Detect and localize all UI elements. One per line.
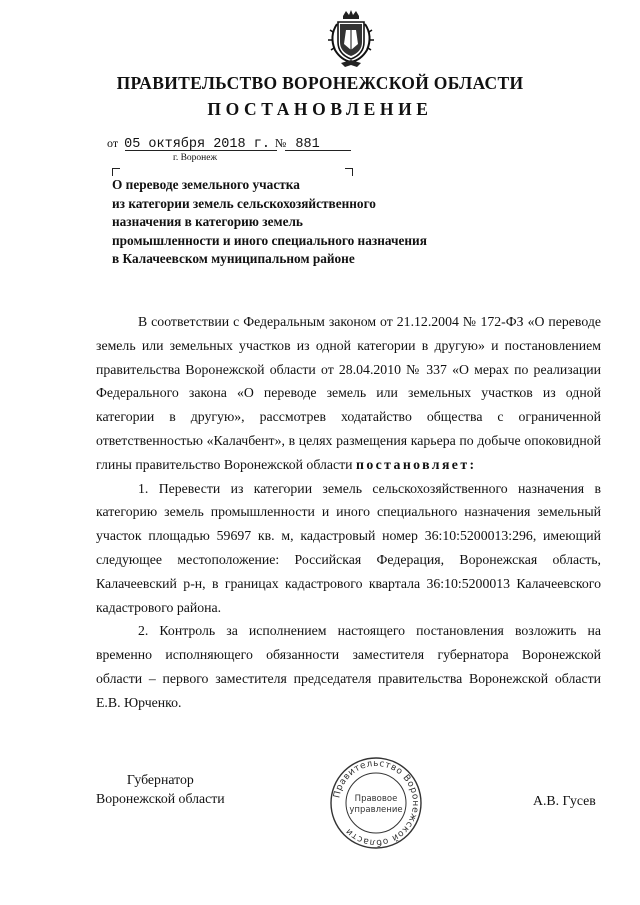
date-number-row [107, 136, 367, 154]
position-line: Воронежской области [96, 791, 225, 806]
document-body [96, 310, 601, 715]
subject-corner-right [345, 168, 353, 176]
city-label: г. Воронеж [173, 153, 218, 163]
decree-word: постановляет: [356, 456, 477, 472]
subject-line: промышленности и иного специального назначения [112, 232, 427, 248]
preamble-paragraph [96, 310, 601, 477]
position-line: Губернатор [126, 772, 194, 787]
coat-of-arms-emblem [327, 10, 375, 68]
signatory-name: А.В. Гусев [533, 793, 596, 808]
document-subject [112, 176, 532, 269]
date-prefix: от [107, 136, 119, 150]
legal-department-stamp [328, 755, 424, 851]
stamp-ring-text: Правительство Воронежской области [332, 758, 421, 848]
date-underline [125, 150, 277, 151]
subject-line: из категории земель сельскохозяйственного [112, 195, 376, 211]
subject-line: назначения в категорию земель [112, 214, 303, 229]
item-2-paragraph: 2. Контроль за исполнением настоящего постановления возложить на временно исполняющего обязанности заместителя губернатора Воронежской области – первого заместителя председателя правительства Воронежской области Е.В. Юрченко. [96, 623, 601, 710]
document-number: 881 [295, 137, 320, 152]
document-type-title: ПОСТАНОВЛЕНИЕ [207, 99, 433, 119]
document-date: 05 октября 2018 г. [124, 137, 270, 152]
subject-corner-left [112, 168, 120, 176]
stamp-center-line: Правовое [354, 794, 398, 804]
government-title: ПРАВИТЕЛЬСТВО ВОРОНЕЖСКОЙ ОБЛАСТИ [116, 73, 524, 93]
subject-line: в Калачеевском муниципальном районе [112, 251, 355, 266]
item-1-paragraph: 1. Перевести из категории земель сельскохозяйственного назначения в категорию земель промышленности и иного специального назначения земельный участок площадью 59697 кв. м, кадастровый номер 36:10:5200013:296, имеющий следующее местоположение: Российская Федерация, Воронежская область, Калачеевский р-н, в границах кадастрового квартала 36:10:5200013 Калачеевского кадастрового района. [96, 480, 601, 615]
signatory-position [96, 770, 225, 808]
preamble-text: В соответствии с Федеральным законом от 21.12.2004 № 172-ФЗ «О переводе земель или земельных участков из одной категории в другую» и постановлением правительства Воронежской области от 28.04.2010 № 337 «О мерах по реализации Федерального закона «О переводе земель или земельных участков из одной категории в другую», рассмотрев ходатайство общества с ограниченной ответственностью «Калачбент», в целях размещения карьера по добыче опоковидной глины правительство Воронежской области [96, 314, 601, 472]
stamp-center-line: управление [349, 805, 403, 815]
number-prefix: № [274, 136, 287, 150]
number-underline [285, 150, 351, 151]
subject-line: О переводе земельного участка [112, 177, 300, 192]
